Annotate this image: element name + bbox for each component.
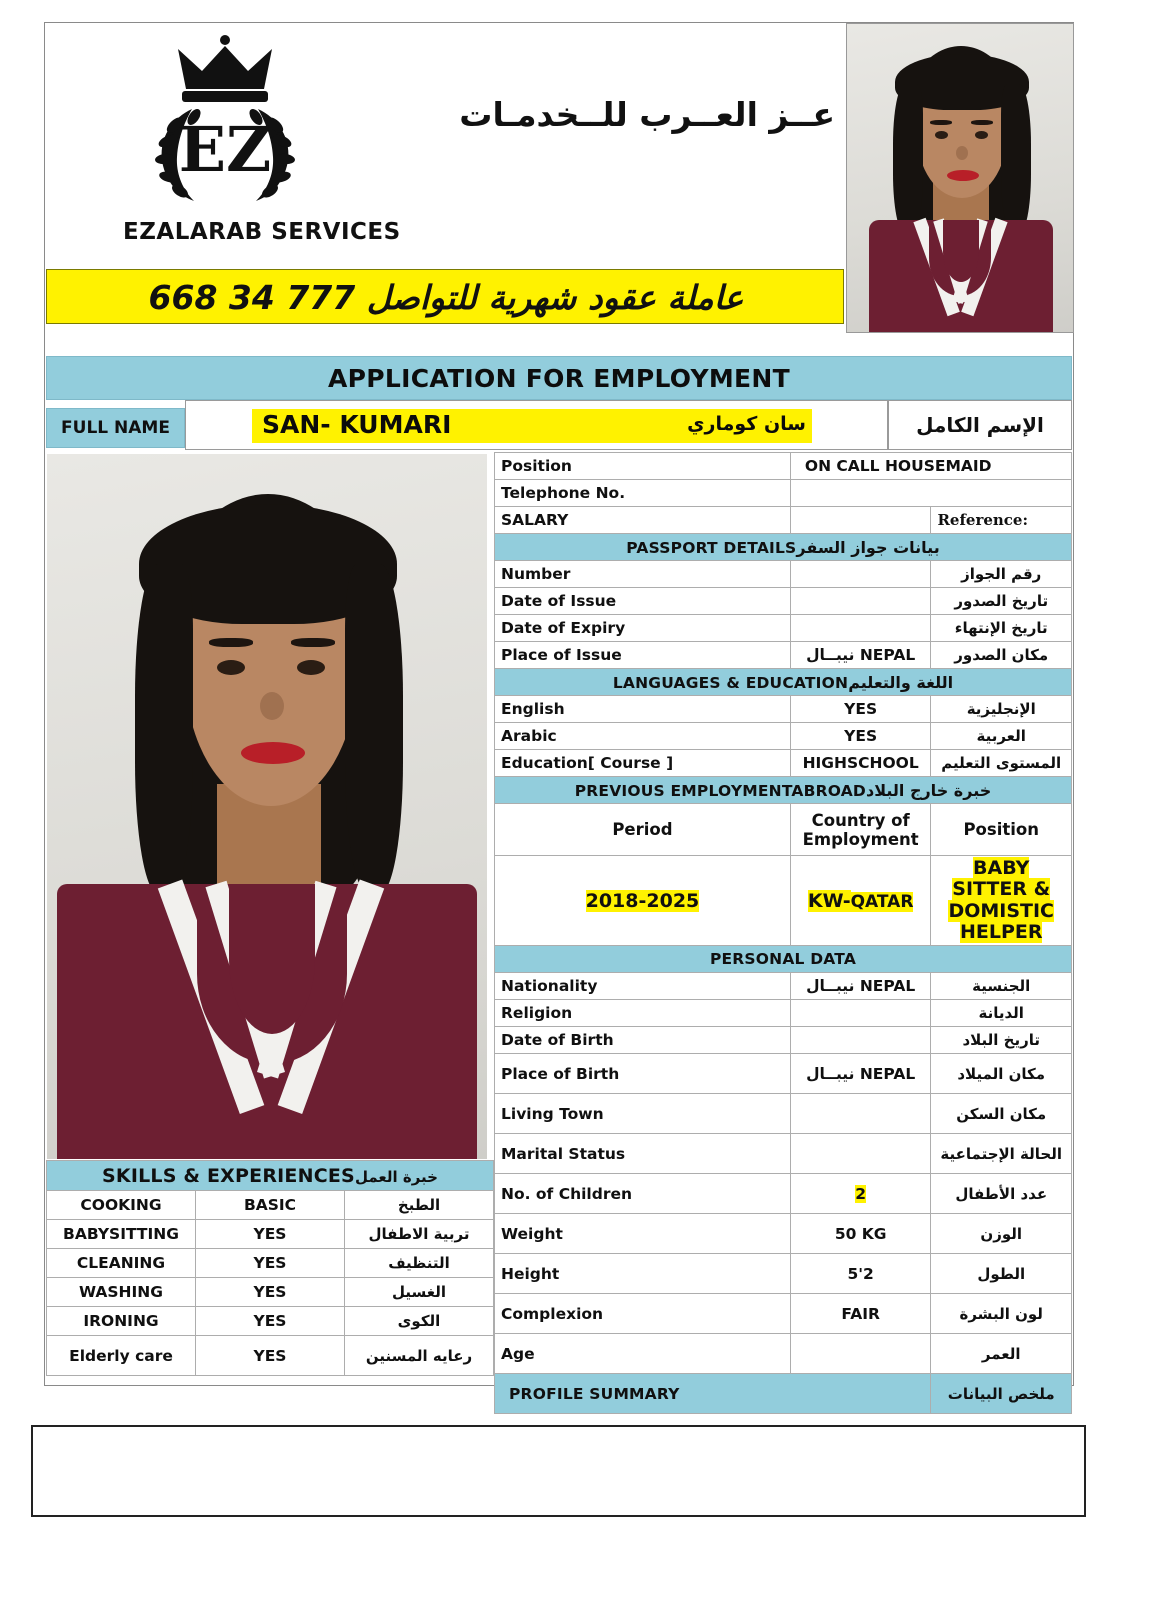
table-row — [495, 1294, 1072, 1334]
marital-status-label: Marital Status — [495, 1134, 791, 1174]
company-logo — [120, 31, 330, 216]
personal-section-header — [495, 946, 1072, 973]
religion-label-ar: الديانة — [931, 1000, 1072, 1027]
company-brand-name: EZALARAB SERVICES — [123, 219, 401, 245]
employment-position-value[interactable] — [931, 856, 1072, 946]
list-item — [47, 1307, 494, 1336]
employment-col-country: Country of Employment — [790, 804, 931, 856]
passport-issue-label: Date of Issue — [495, 588, 791, 615]
table-row — [495, 1054, 1072, 1094]
religion-value[interactable] — [790, 1000, 931, 1027]
living-town-label: Living Town — [495, 1094, 791, 1134]
employment-section-header — [495, 777, 1072, 804]
languages-section-en: LANGUAGES & EDUCATION — [612, 673, 849, 692]
full-name-row — [46, 400, 1072, 450]
section-header-row — [495, 1374, 1072, 1414]
portrait-graphic-large — [47, 454, 487, 1159]
pob-label: Place of Birth — [495, 1054, 791, 1094]
languages-section-header — [495, 669, 1072, 696]
children-value[interactable] — [790, 1174, 931, 1214]
children-label-ar: عدد الأطفال — [931, 1174, 1072, 1214]
passport-number-label-ar: رقم الجواز — [931, 561, 1072, 588]
dob-label: Date of Birth — [495, 1027, 791, 1054]
skill-level[interactable]: BASIC — [196, 1191, 345, 1220]
skill-name: COOKING — [47, 1191, 196, 1220]
telephone-label: Telephone No. — [495, 480, 791, 507]
company-arabic-title: عــز العــرب للــخدمـات — [459, 95, 835, 134]
skill-level[interactable]: YES — [196, 1220, 345, 1249]
telephone-value[interactable] — [790, 480, 1071, 507]
passport-place-value[interactable]: نيبــال NEPAL — [790, 642, 931, 669]
section-header-row — [495, 669, 1072, 696]
skill-name: CLEANING — [47, 1249, 196, 1278]
education-label-ar: المستوى التعليم — [931, 750, 1072, 777]
contact-banner — [46, 269, 844, 324]
position-label: Position — [495, 453, 791, 480]
skill-name-ar: الغسيل — [345, 1278, 494, 1307]
dob-value[interactable] — [790, 1027, 931, 1054]
nationality-label-ar: الجنسية — [931, 973, 1072, 1000]
height-label-ar: الطول — [931, 1254, 1072, 1294]
table-row — [495, 1334, 1072, 1374]
skill-name-ar: الطبخ — [345, 1191, 494, 1220]
table-row — [495, 973, 1072, 1000]
passport-issue-value[interactable] — [790, 588, 931, 615]
skill-name-ar: تربية الاطفال — [345, 1220, 494, 1249]
passport-expiry-label-ar: تاريخ الإنتهاء — [931, 615, 1072, 642]
ez-crown-laurel-icon — [120, 31, 330, 216]
contact-banner-text: عاملة عقود شهرية للتواصل 777 34 668 — [148, 278, 744, 317]
education-value[interactable]: HIGHSCHOOL — [790, 750, 931, 777]
height-value[interactable]: 5'2 — [790, 1254, 931, 1294]
salary-value[interactable] — [790, 507, 931, 534]
complexion-label-ar: لون البشرة — [931, 1294, 1072, 1334]
applicant-full-photo — [47, 454, 487, 1159]
table-row — [495, 453, 1072, 480]
table-row — [495, 615, 1072, 642]
skill-level[interactable]: YES — [196, 1336, 345, 1376]
employment-period-text: 2018-2025 — [585, 889, 700, 912]
table-row — [495, 642, 1072, 669]
section-header-row — [495, 946, 1072, 973]
skill-name-ar: رعايه المسنين — [345, 1336, 494, 1376]
full-name-english: SAN- KUMARI — [262, 410, 452, 439]
table-row — [495, 1134, 1072, 1174]
table-row — [495, 750, 1072, 777]
notes-box[interactable] — [31, 1425, 1086, 1517]
applicant-details-table — [494, 452, 1072, 1448]
list-item — [47, 1220, 494, 1249]
english-label: English — [495, 696, 791, 723]
skill-name-ar: التنظيف — [345, 1249, 494, 1278]
pob-label-ar: مكان الميلاد — [931, 1054, 1072, 1094]
skill-level[interactable]: YES — [196, 1278, 345, 1307]
pob-value[interactable]: نيبــال NEPAL — [790, 1054, 931, 1094]
table-row — [495, 561, 1072, 588]
portrait-graphic — [847, 24, 1073, 332]
table-row — [495, 1094, 1072, 1134]
employment-period-value[interactable] — [495, 856, 791, 946]
skills-section-en: SKILLS & EXPERIENCES — [102, 1164, 355, 1187]
children-label: No. of Children — [495, 1174, 791, 1214]
full-name-value-cell[interactable] — [185, 400, 888, 450]
religion-label: Religion — [495, 1000, 791, 1027]
position-value[interactable]: ON CALL HOUSEMAID — [790, 453, 1071, 480]
skill-level[interactable]: YES — [196, 1307, 345, 1336]
list-item — [47, 1278, 494, 1307]
employment-section-en: PREVIOUS EMPLOYMENTABROAD — [574, 781, 866, 800]
table-row — [495, 1214, 1072, 1254]
passport-section-ar: بيانات جواز السفر — [796, 537, 940, 557]
passport-issue-label-ar: تاريخ الصدور — [931, 588, 1072, 615]
skills-section-ar: خبرة العمل — [354, 1167, 438, 1186]
nationality-value[interactable]: نيبــال NEPAL — [790, 973, 931, 1000]
employment-country-text: QATAR — [850, 891, 914, 912]
logo-initials-text: EZ — [178, 113, 272, 186]
full-name-label: FULL NAME — [46, 408, 185, 448]
employment-position-text: BABY SITTER & DOMISTIC HELPER — [948, 857, 1054, 943]
passport-section-header — [495, 534, 1072, 561]
reference-label: Reference: — [931, 507, 1072, 534]
arabic-value[interactable]: YES — [790, 723, 931, 750]
weight-label-ar: الوزن — [931, 1214, 1072, 1254]
living-town-value[interactable] — [790, 1094, 931, 1134]
passport-expiry-value[interactable] — [790, 615, 931, 642]
employment-data-row — [495, 856, 1072, 946]
skill-level[interactable]: YES — [196, 1249, 345, 1278]
profile-summary-header: PROFILE SUMMARY — [495, 1374, 931, 1414]
employment-country-prefix: KW- — [807, 889, 851, 912]
letterhead — [45, 23, 845, 255]
employment-section-ar: خبرة خارج البلاد — [865, 780, 992, 800]
skills-section-header — [47, 1161, 494, 1191]
living-town-label-ar: مكان السكن — [931, 1094, 1072, 1134]
employment-country-value[interactable] — [790, 856, 931, 946]
table-row — [495, 696, 1072, 723]
employment-header-row — [495, 804, 1072, 856]
age-label: Age — [495, 1334, 791, 1374]
section-header-row — [495, 777, 1072, 804]
arabic-label: Arabic — [495, 723, 791, 750]
skill-name-ar: الكوى — [345, 1307, 494, 1336]
skills-table — [46, 1160, 494, 1376]
skill-name: WASHING — [47, 1278, 196, 1307]
passport-place-label: Place of Issue — [495, 642, 791, 669]
table-row — [495, 723, 1072, 750]
applicant-header-photo — [846, 23, 1074, 333]
full-name-arabic: سان كوماري — [687, 413, 806, 435]
table-row — [495, 1027, 1072, 1054]
dob-label-ar: تاريخ البلاد — [931, 1027, 1072, 1054]
nationality-label: Nationality — [495, 973, 791, 1000]
weight-value[interactable]: 50 KG — [790, 1214, 931, 1254]
arabic-label-ar: العربية — [931, 723, 1072, 750]
marital-status-label-ar: الحالة الإجتماعية — [931, 1134, 1072, 1174]
list-item — [47, 1336, 494, 1376]
skill-name: IRONING — [47, 1307, 196, 1336]
english-label-ar: الإنجليزية — [931, 696, 1072, 723]
table-row — [495, 1254, 1072, 1294]
list-item — [47, 1249, 494, 1278]
skill-name: Elderly care — [47, 1336, 196, 1376]
salary-label: SALARY — [495, 507, 791, 534]
passport-expiry-label: Date of Expiry — [495, 615, 791, 642]
employment-col-period: Period — [495, 804, 791, 856]
marital-status-value[interactable] — [790, 1134, 931, 1174]
passport-place-label-ar: مكان الصدور — [931, 642, 1072, 669]
age-label-ar: العمر — [931, 1334, 1072, 1374]
employment-col-position: Position — [931, 804, 1072, 856]
complexion-label: Complexion — [495, 1294, 791, 1334]
personal-section-en: PERSONAL DATA — [709, 950, 857, 969]
english-value[interactable]: YES — [790, 696, 931, 723]
skills-header-row — [47, 1161, 494, 1191]
skill-name: BABYSITTING — [47, 1220, 196, 1249]
children-count: 2 — [855, 1184, 867, 1203]
table-row — [495, 480, 1072, 507]
passport-number-label: Number — [495, 561, 791, 588]
height-label: Height — [495, 1254, 791, 1294]
section-header-row — [495, 534, 1072, 561]
table-row — [495, 507, 1072, 534]
passport-section-en: PASSPORT DETAILS — [626, 538, 797, 557]
weight-label: Weight — [495, 1214, 791, 1254]
complexion-value[interactable]: FAIR — [790, 1294, 931, 1334]
list-item — [47, 1191, 494, 1220]
page-title: APPLICATION FOR EMPLOYMENT — [46, 356, 1072, 400]
full-name-label-arabic: الإسم الكامل — [888, 400, 1072, 450]
education-label: Education[ Course ] — [495, 750, 791, 777]
table-row — [495, 588, 1072, 615]
table-row — [495, 1000, 1072, 1027]
languages-section-ar: اللغة والتعليم — [848, 672, 954, 692]
passport-number-value[interactable] — [790, 561, 931, 588]
profile-summary-header-ar: ملخص البيانات — [931, 1374, 1072, 1414]
age-value[interactable] — [790, 1334, 931, 1374]
table-row — [495, 1174, 1072, 1214]
